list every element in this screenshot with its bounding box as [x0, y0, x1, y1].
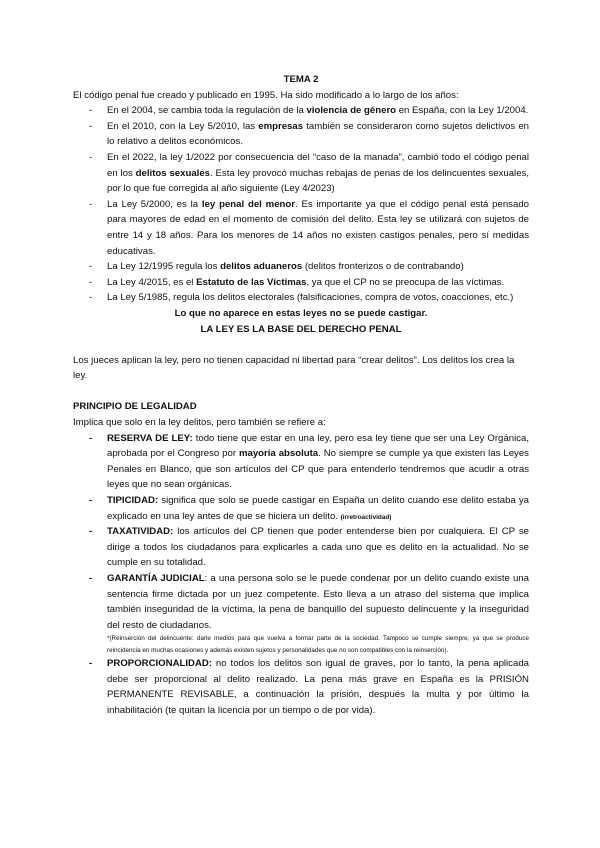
principle-title: PRINCIPIO DE LEGALIDAD: [73, 401, 197, 413]
notice-line-1: Lo que no aparece en estas leyes no se puede castigar.: [174, 307, 428, 319]
list-item: - La Ley 5/2000, es la ley penal del menor. Es importante ya que el código penal está pensado para mayores de edad en el momento de comisión del delito. Esta ley se utilizará con sujetos de entre 14 y 18 años. Para los menores de 14 años no existen castigos penales, pero sí medidas educativas.: [89, 198, 529, 257]
reinsertion-note: *(Reinserción del delincuente: darle medios para que vuelva a formar parte de la sociedad. Tampoco se cumple siempre, ya que se produce reincidencia en muchas ocasiones y además existen sujetos y personalidades que no son compatibles con la reinserción).: [107, 635, 529, 654]
list-item: - TAXATIVIDAD: los artículos del CP tienen que poder entenderse bien por cualquiera. El CP se dirige a todos los ciudadanos para explicarles a cada uno que es delito en la actualidad. No se cumple en su totalidad.: [89, 526, 529, 569]
principles-list-cont: [73, 656, 529, 718]
list-item: - RESERVA DE LEY: todo tiene que estar en una ley, pero esa ley tiene que ser una Ley Orgánica, aprobada por el Congreso por mayoría absoluta. No siempre se cumple ya que existen las Leyes Penales en Blanco, que son artículos del CP que para entenderlo tendremos que acudir a otras leyes que no sean orgánicas.: [89, 432, 529, 491]
list-item: - La Ley 4/2015, es el Estatuto de las Víctimas, ya que el CP no se preocupa de las víctimas.: [89, 276, 505, 288]
principle-intro: Implica que solo en la ley delitos, pero también se refiere a:: [73, 417, 326, 429]
list-item: - La Ley 12/1995 regula los delitos aduaneros (delitos fronterizos o de contrabando): [89, 261, 464, 273]
list-item: - TIPICIDAD: significa que solo se puede castigar en España un delito cuando ese delito estaba ya explicado en una ley antes de que se hiciera un delito. (irretroactividad): [89, 495, 529, 522]
list-item: - En el 2004, se cambia toda la regulación de la violencia de género en España, con la Ley 1/2004.: [89, 105, 529, 117]
list-item: - En el 2022, la ley 1/2022 por consecuencia del “caso de la manada”, cambió todo el código penal en los delitos sexuales. Esta ley provocó muchas rebajas de penas de los delincuentes sexuales, por lo que fue corregida al año siguiente (Ley 4/2023): [89, 151, 529, 195]
intro-paragraph: El código penal fue creado y publicado en 1995. Ha sido modificado a lo largo de los años:: [73, 89, 459, 101]
judges-paragraph: Los jueces aplican la ley, pero no tienen capacidad ni libertad para “crear delitos”. Los delitos los crea la ley.: [73, 354, 515, 382]
list-item: - La Ley 5/1985, regula los delitos electorales (falsificaciones, compra de votos, coacciones, etc.): [89, 292, 514, 304]
list-item: - GARANTÍA JUDICIAL: a una persona solo se le puede condenar por un delito cuando existe una sentencia firme dictada por un juez competente. Esto lleva a un atraso del sistema que implica también inseguridad de la víctima, la pena de banquillo del supuesto delincuente y la inseguridad del resto de ciudadanos.: [89, 573, 529, 631]
list-item: - En el 2010, con la Ley 5/2010, las empresas también se consideraron como sujetos delictivos en lo relativo a delitos económicos.: [89, 120, 529, 148]
laws-list: [73, 103, 529, 306]
document-title: TEMA 2: [283, 74, 319, 85]
list-item: - PROPORCIONALIDAD: no todos los delitos son igual de graves, por lo tanto, la pena aplicada debe ser proporcional al delito realizado. La pena más grave en España es la PRISIÓN PERMANENTE REVISABLE, a continuación la prisión, después la multa y por último la inhabilitación (te quitan la licencia por un tiempo o de por vida).: [89, 658, 529, 716]
notice-line-2: LA LEY ES LA BASE DEL DERECHO PENAL: [200, 323, 402, 335]
principles-list: [73, 431, 529, 634]
document-page: [73, 72, 529, 719]
